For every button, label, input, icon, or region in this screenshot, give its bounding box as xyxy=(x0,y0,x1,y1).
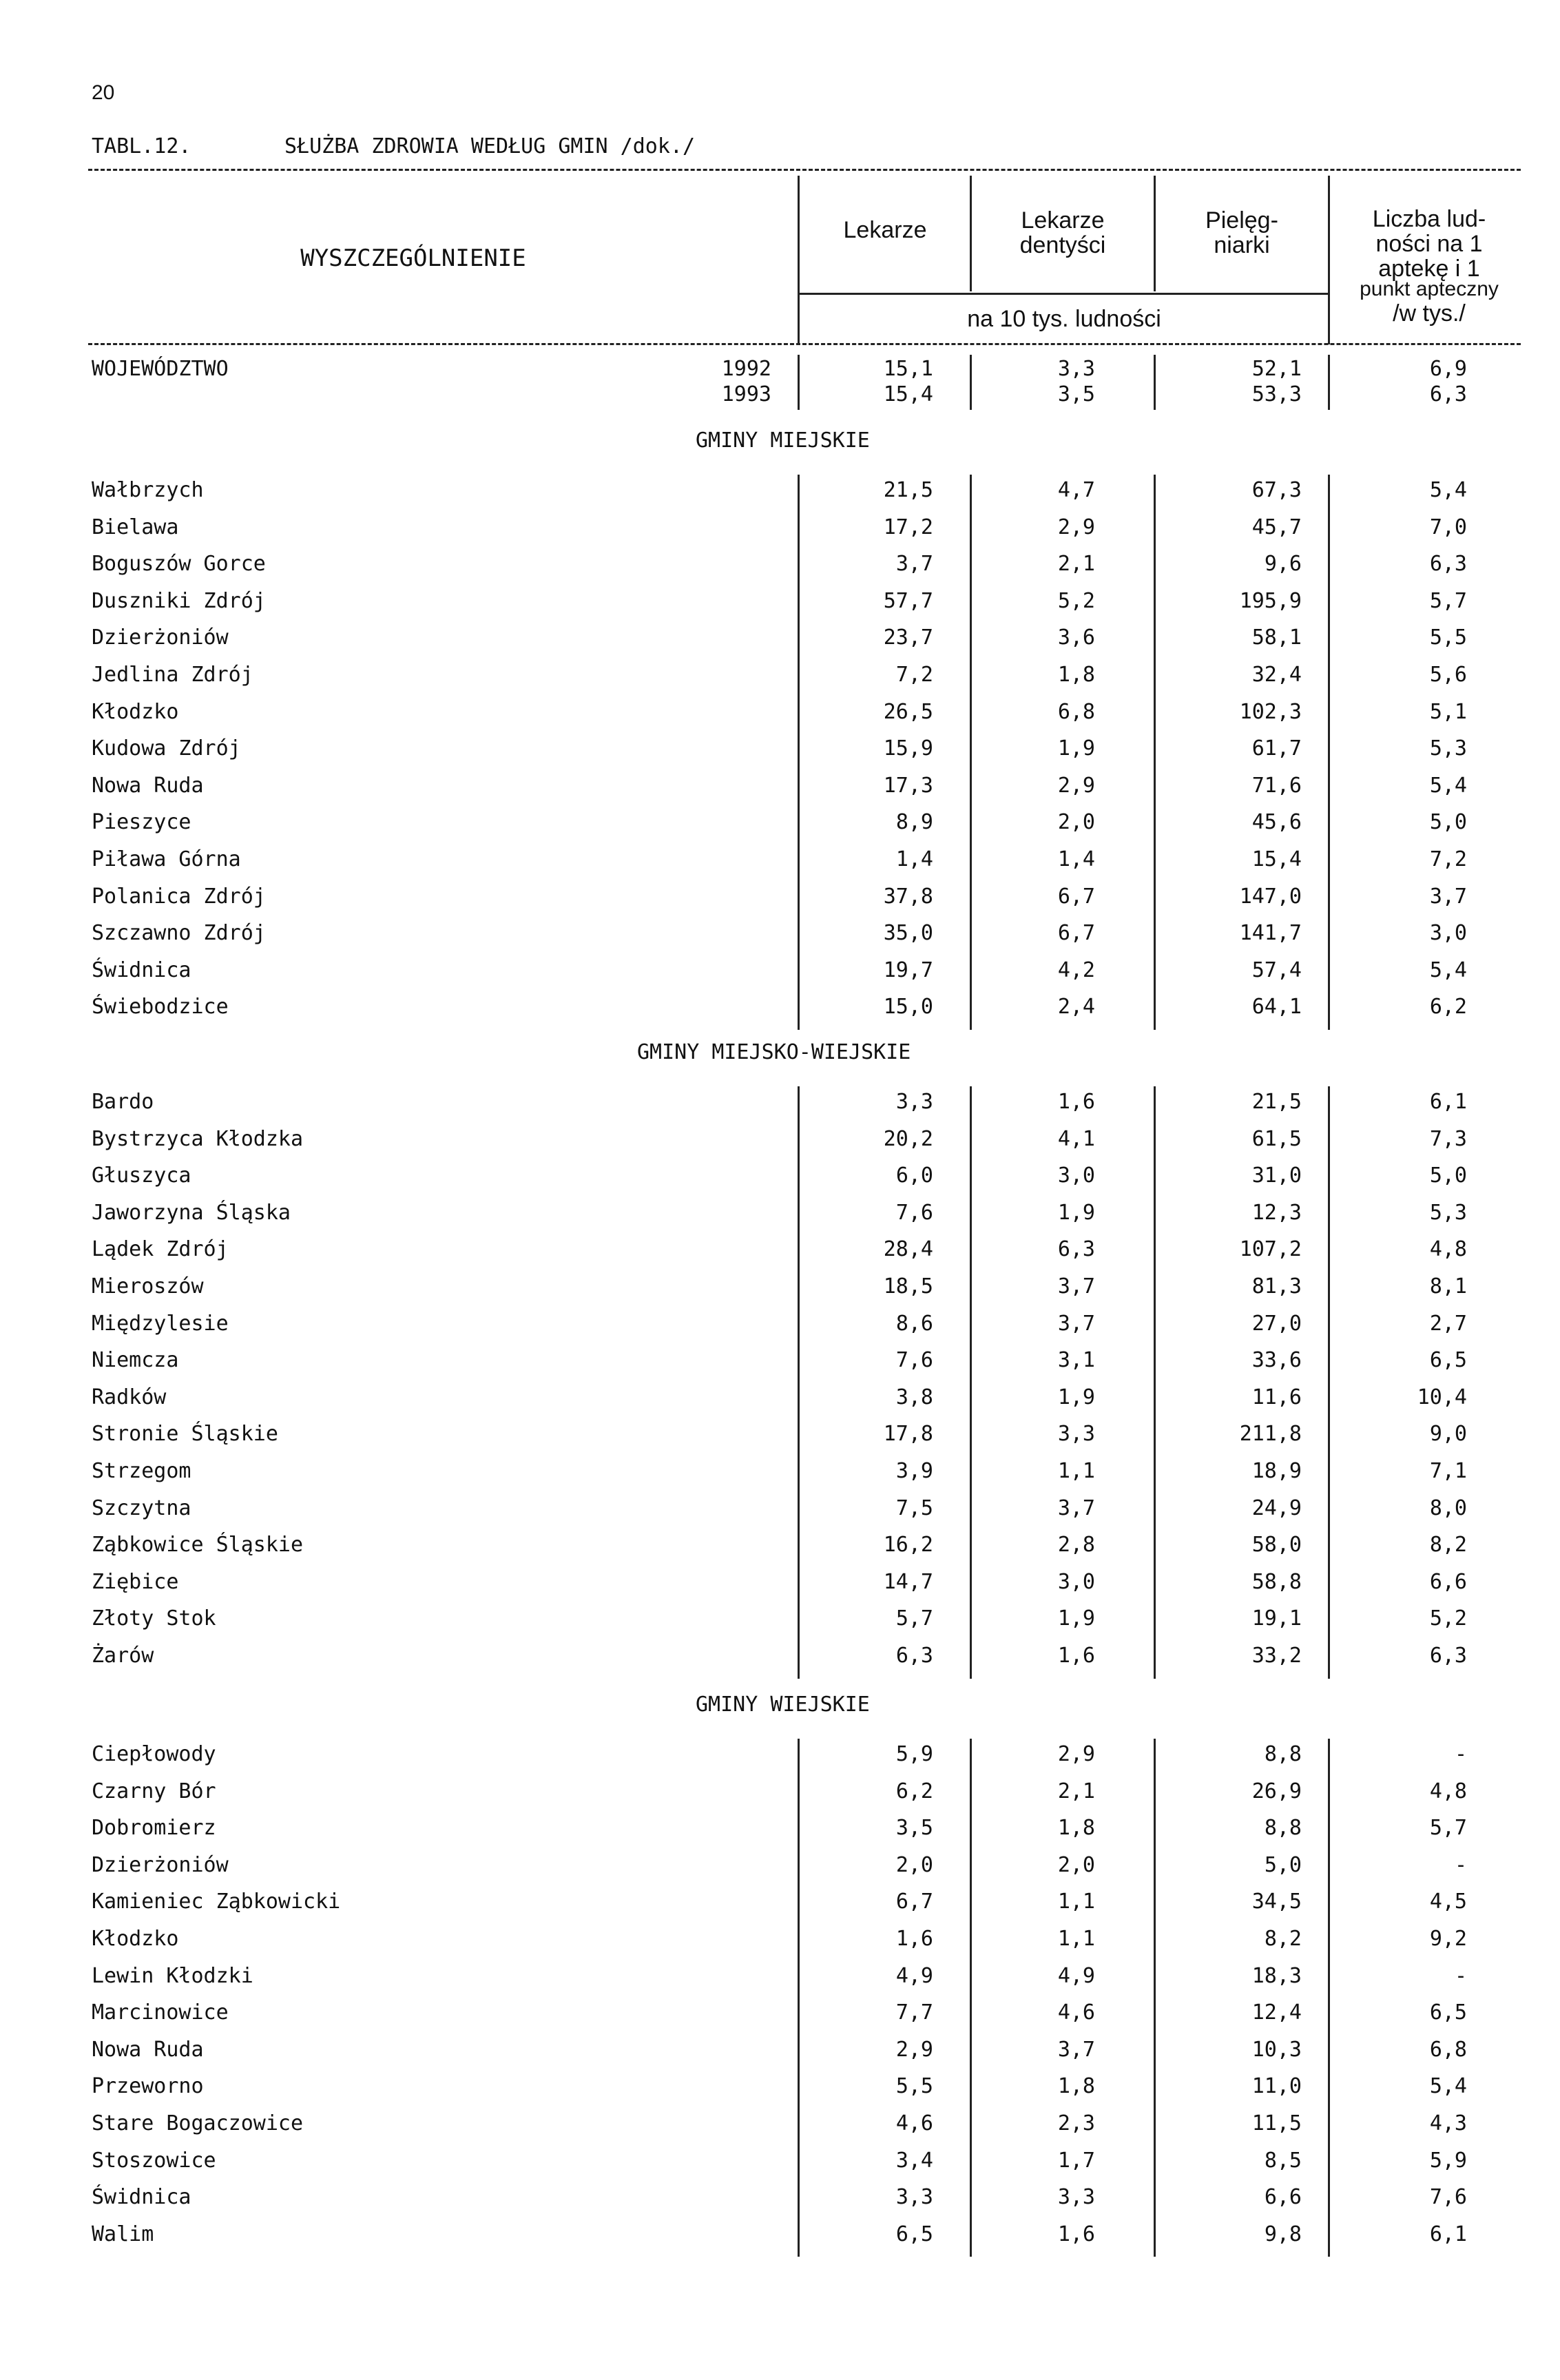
row-name: Kamieniec Ząbkowicki xyxy=(92,1890,341,1914)
section-1-row-4-value-2: 107,2 xyxy=(1239,1237,1302,1261)
section-1-row-13-value-1: 3,0 xyxy=(1057,1570,1095,1594)
row-name: Kłodzko xyxy=(92,1927,179,1951)
section-0-row-6-value-2: 102,3 xyxy=(1239,700,1302,724)
section-1-row-13-value-3: 6,6 xyxy=(1429,1570,1467,1594)
section-1-row-12-value-2: 58,0 xyxy=(1251,1533,1302,1557)
section-0-row-2-value-0: 3,7 xyxy=(895,552,933,576)
row-name: Lewin Kłodzki xyxy=(92,1964,253,1988)
section-2-row-5-value-3: 9,2 xyxy=(1429,1927,1467,1951)
section-1-row-15-value-1: 1,6 xyxy=(1057,1644,1095,1668)
section-0-row-3-value-3: 5,7 xyxy=(1429,589,1467,613)
section-title: GMINY WIEJSKIE xyxy=(696,1693,870,1717)
column-rule xyxy=(1154,475,1156,1030)
row-name: Świdnica xyxy=(92,2185,191,2209)
section-2-row-9-value-3: 5,4 xyxy=(1429,2074,1467,2098)
section-2-row-12-value-2: 6,6 xyxy=(1264,2185,1302,2209)
row-name: Bardo xyxy=(92,1090,154,1114)
row-name: Polanica Zdrój xyxy=(92,884,266,909)
row-name: Ciepłowody xyxy=(92,1742,216,1766)
section-0-row-6-value-3: 5,1 xyxy=(1429,700,1467,724)
section-0-row-2-value-1: 2,1 xyxy=(1057,552,1095,576)
section-1-row-15-value-3: 6,3 xyxy=(1429,1644,1467,1668)
section-2-row-4-value-3: 4,5 xyxy=(1429,1890,1467,1914)
section-2-row-11-value-3: 5,9 xyxy=(1429,2149,1467,2173)
table-title xyxy=(92,134,695,158)
section-1-row-15-value-2: 33,2 xyxy=(1251,1644,1302,1668)
section-2-row-12-value-3: 7,6 xyxy=(1429,2185,1467,2209)
column-rule xyxy=(1154,1739,1156,2257)
row-name: Szczytna xyxy=(92,1496,191,1520)
row-name: Walim xyxy=(92,2222,154,2246)
section-2-row-3-value-3: - xyxy=(1454,1853,1467,1877)
section-2-row-7-value-2: 12,4 xyxy=(1251,2000,1302,2025)
row-name: Mieroszów xyxy=(92,1274,204,1298)
section-0-row-4-value-1: 3,6 xyxy=(1057,625,1095,650)
section-0-row-8-value-0: 17,3 xyxy=(883,774,933,798)
section-0-row-6-value-1: 6,8 xyxy=(1057,700,1095,724)
section-0-row-0-value-3: 5,4 xyxy=(1429,478,1467,502)
row-name: Jedlina Zdrój xyxy=(92,663,253,687)
section-1-row-10-value-0: 3,9 xyxy=(895,1459,933,1483)
section-1-row-7-value-1: 3,1 xyxy=(1057,1348,1095,1372)
section-1-row-11-value-1: 3,7 xyxy=(1057,1496,1095,1520)
row-name: Ząbkowice Śląskie xyxy=(92,1533,304,1557)
section-1-row-9-value-2: 211,8 xyxy=(1239,1422,1302,1446)
row-name: Piława Górna xyxy=(92,847,241,871)
section-1-row-5-value-2: 81,3 xyxy=(1251,1274,1302,1298)
section-0-row-9-value-2: 45,6 xyxy=(1251,810,1302,834)
row-name: Dzierżoniów xyxy=(92,1853,229,1877)
section-2-row-5-value-1: 1,1 xyxy=(1057,1927,1095,1951)
section-1-row-5-value-1: 3,7 xyxy=(1057,1274,1095,1298)
header-liczba-4: punkt apteczny xyxy=(1360,278,1499,300)
section-2-row-8-value-3: 6,8 xyxy=(1429,2038,1467,2062)
row-name: Szczawno Zdrój xyxy=(92,921,266,945)
section-2-row-13-value-2: 9,8 xyxy=(1264,2222,1302,2246)
section-2-row-8-value-0: 2,9 xyxy=(895,2038,933,2062)
wojewodztwo-row-1-value-1: 3,5 xyxy=(1057,382,1095,406)
section-1-row-6-value-1: 3,7 xyxy=(1057,1312,1095,1336)
section-2-row-13-value-0: 6,5 xyxy=(895,2222,933,2246)
section-0-row-11-value-3: 3,7 xyxy=(1429,884,1467,909)
header-divider xyxy=(1154,176,1156,291)
section-0-row-9-value-0: 8,9 xyxy=(895,810,933,834)
row-name: Stare Bogaczowice xyxy=(92,2111,304,2135)
section-1-row-11-value-2: 24,9 xyxy=(1251,1496,1302,1520)
section-0-row-6-value-0: 26,5 xyxy=(883,700,933,724)
section-2-row-1-value-0: 6,2 xyxy=(895,1779,933,1803)
section-0-row-10-value-0: 1,4 xyxy=(895,847,933,871)
wojewodztwo-row-1-value-0: 15,4 xyxy=(883,382,933,406)
section-0-row-11-value-2: 147,0 xyxy=(1239,884,1302,909)
section-2-row-9-value-1: 1,8 xyxy=(1057,2074,1095,2098)
section-1-row-6-value-2: 27,0 xyxy=(1251,1312,1302,1336)
wojewodztwo-row-0-value-3: 6,9 xyxy=(1429,357,1467,381)
section-0-row-10-value-3: 7,2 xyxy=(1429,847,1467,871)
section-1-row-9-value-3: 9,0 xyxy=(1429,1422,1467,1446)
section-0-row-14-value-2: 64,1 xyxy=(1251,995,1302,1019)
section-1-row-7-value-0: 7,6 xyxy=(895,1348,933,1372)
section-0-row-14-value-3: 6,2 xyxy=(1429,995,1467,1019)
row-name: Złoty Stok xyxy=(92,1606,216,1631)
section-2-row-13-value-3: 6,1 xyxy=(1429,2222,1467,2246)
row-name: Strzegom xyxy=(92,1459,191,1483)
section-0-row-13-value-1: 4,2 xyxy=(1057,958,1095,982)
section-0-row-9-value-3: 5,0 xyxy=(1429,810,1467,834)
section-2-row-1-value-1: 2,1 xyxy=(1057,1779,1095,1803)
section-0-row-7-value-1: 1,9 xyxy=(1057,736,1095,760)
section-2-row-1-value-3: 4,8 xyxy=(1429,1779,1467,1803)
section-0-row-2-value-2: 9,6 xyxy=(1264,552,1302,576)
section-2-row-10-value-0: 4,6 xyxy=(895,2111,933,2135)
section-0-row-4-value-0: 23,7 xyxy=(883,625,933,650)
section-0-row-1-value-0: 17,2 xyxy=(883,515,933,539)
header-wyszczegolnienie: WYSZCZEGÓLNIENIE xyxy=(300,245,526,272)
header-top-rule xyxy=(88,169,1521,171)
section-2-row-6-value-2: 18,3 xyxy=(1251,1964,1302,1988)
section-1-row-5-value-3: 8,1 xyxy=(1429,1274,1467,1298)
row-name: Nowa Ruda xyxy=(92,774,204,798)
row-name: Wałbrzych xyxy=(92,478,204,502)
section-1-row-6-value-0: 8,6 xyxy=(895,1312,933,1336)
section-2-row-7-value-3: 6,5 xyxy=(1429,2000,1467,2025)
section-2-row-9-value-0: 5,5 xyxy=(895,2074,933,2098)
section-1-row-9-value-0: 17,8 xyxy=(883,1422,933,1446)
section-0-row-8-value-3: 5,4 xyxy=(1429,774,1467,798)
row-name: Jaworzyna Śląska xyxy=(92,1201,291,1225)
section-1-row-12-value-3: 8,2 xyxy=(1429,1533,1467,1557)
section-1-row-1-value-2: 61,5 xyxy=(1251,1127,1302,1151)
section-2-row-3-value-0: 2,0 xyxy=(895,1853,933,1877)
section-2-row-5-value-0: 1,6 xyxy=(895,1927,933,1951)
section-2-row-5-value-2: 8,2 xyxy=(1264,1927,1302,1951)
section-2-row-10-value-3: 4,3 xyxy=(1429,2111,1467,2135)
row-name: Świebodzice xyxy=(92,995,229,1019)
header-liczba-5: /w tys./ xyxy=(1393,300,1466,327)
row-name: Nowa Ruda xyxy=(92,2038,204,2062)
section-1-row-3-value-0: 7,6 xyxy=(895,1201,933,1225)
section-2-row-4-value-2: 34,5 xyxy=(1251,1890,1302,1914)
section-2-row-3-value-1: 2,0 xyxy=(1057,1853,1095,1877)
section-0-row-1-value-2: 45,7 xyxy=(1251,515,1302,539)
section-2-row-6-value-1: 4,9 xyxy=(1057,1964,1095,1988)
row-name: Kłodzko xyxy=(92,700,179,724)
section-2-row-1-value-2: 26,9 xyxy=(1251,1779,1302,1803)
section-0-row-13-value-2: 57,4 xyxy=(1251,958,1302,982)
section-1-row-2-value-2: 31,0 xyxy=(1251,1163,1302,1188)
section-2-row-2-value-1: 1,8 xyxy=(1057,1816,1095,1840)
section-1-row-0-value-1: 1,6 xyxy=(1057,1090,1095,1114)
section-1-row-3-value-3: 5,3 xyxy=(1429,1201,1467,1225)
section-1-row-14-value-3: 5,2 xyxy=(1429,1606,1467,1631)
wojewodztwo-row-0-value-1: 3,3 xyxy=(1057,357,1095,381)
section-1-row-2-value-0: 6,0 xyxy=(895,1163,933,1188)
table-label: TABL.12. xyxy=(92,134,191,158)
section-2-row-0-value-1: 2,9 xyxy=(1057,1742,1095,1766)
header-liczba-3: aptekę i 1 xyxy=(1378,256,1480,282)
column-rule xyxy=(1154,1086,1156,1679)
header-bottom-rule xyxy=(88,343,1521,345)
section-1-row-2-value-1: 3,0 xyxy=(1057,1163,1095,1188)
row-name: Międzylesie xyxy=(92,1312,229,1336)
section-1-row-0-value-3: 6,1 xyxy=(1429,1090,1467,1114)
header-dentysci-1: Lekarze xyxy=(1021,207,1105,234)
section-0-row-14-value-1: 2,4 xyxy=(1057,995,1095,1019)
section-0-row-0-value-1: 4,7 xyxy=(1057,478,1095,502)
section-2-row-2-value-0: 3,5 xyxy=(895,1816,933,1840)
row-name: Radków xyxy=(92,1385,167,1409)
wojewodztwo-row-0-value-0: 15,1 xyxy=(883,357,933,381)
section-1-row-11-value-3: 8,0 xyxy=(1429,1496,1467,1520)
section-1-row-14-value-0: 5,7 xyxy=(895,1606,933,1631)
section-title: GMINY MIEJSKO-WIEJSKIE xyxy=(637,1040,911,1064)
row-name: Bystrzyca Kłodzka xyxy=(92,1127,304,1151)
section-2-row-6-value-0: 4,9 xyxy=(895,1964,933,1988)
wojewodztwo-label: WOJEWÓDZTWO xyxy=(92,357,229,381)
section-0-row-1-value-3: 7,0 xyxy=(1429,515,1467,539)
section-0-row-7-value-3: 5,3 xyxy=(1429,736,1467,760)
header-pielegniarki-2: niarki xyxy=(1214,232,1270,258)
section-0-row-5-value-0: 7,2 xyxy=(895,663,933,687)
row-name: Dzierżoniów xyxy=(92,625,229,650)
header-liczba-2: ności na 1 xyxy=(1375,231,1483,257)
section-2-row-0-value-0: 5,9 xyxy=(895,1742,933,1766)
row-name: Stronie Śląskie xyxy=(92,1422,278,1446)
section-2-row-0-value-2: 8,8 xyxy=(1264,1742,1302,1766)
section-1-row-4-value-0: 28,4 xyxy=(883,1237,933,1261)
row-name: Dobromierz xyxy=(92,1816,216,1840)
section-0-row-4-value-2: 58,1 xyxy=(1251,625,1302,650)
section-1-row-12-value-1: 2,8 xyxy=(1057,1533,1095,1557)
section-0-row-1-value-1: 2,9 xyxy=(1057,515,1095,539)
row-name: Czarny Bór xyxy=(92,1779,216,1803)
section-0-row-14-value-0: 15,0 xyxy=(883,995,933,1019)
wojewodztwo-row-1-value-2: 53,3 xyxy=(1251,382,1302,406)
section-1-row-8-value-2: 11,6 xyxy=(1251,1385,1302,1409)
section-1-row-8-value-1: 1,9 xyxy=(1057,1385,1095,1409)
header-pielegniarki-1: Pielęg- xyxy=(1205,207,1278,234)
section-2-row-2-value-2: 8,8 xyxy=(1264,1816,1302,1840)
section-0-row-8-value-2: 71,6 xyxy=(1251,774,1302,798)
row-name: Stoszowice xyxy=(92,2149,216,2173)
section-0-row-7-value-0: 15,9 xyxy=(883,736,933,760)
section-1-row-10-value-3: 7,1 xyxy=(1429,1459,1467,1483)
section-0-row-10-value-1: 1,4 xyxy=(1057,847,1095,871)
section-1-row-13-value-2: 58,8 xyxy=(1251,1570,1302,1594)
row-name: Kudowa Zdrój xyxy=(92,736,241,760)
section-2-row-12-value-1: 3,3 xyxy=(1057,2185,1095,2209)
header-lekarze: Lekarze xyxy=(843,217,927,243)
row-name: Ziębice xyxy=(92,1570,179,1594)
row-name: Głuszyca xyxy=(92,1163,191,1188)
section-1-row-0-value-0: 3,3 xyxy=(895,1090,933,1114)
section-0-row-3-value-2: 195,9 xyxy=(1239,589,1302,613)
section-2-row-6-value-3: - xyxy=(1454,1964,1467,1988)
section-2-row-10-value-1: 2,3 xyxy=(1057,2111,1095,2135)
section-0-row-13-value-3: 5,4 xyxy=(1429,958,1467,982)
section-1-row-1-value-3: 7,3 xyxy=(1429,1127,1467,1151)
section-0-row-2-value-3: 6,3 xyxy=(1429,552,1467,576)
row-name: Lądek Zdrój xyxy=(92,1237,229,1261)
row-name: Boguszów Gorce xyxy=(92,552,266,576)
table-title-text: SŁUŻBA ZDROWIA WEDŁUG GMIN /dok./ xyxy=(284,134,696,158)
header-liczba-1: Liczba lud- xyxy=(1372,206,1486,232)
section-0-row-11-value-1: 6,7 xyxy=(1057,884,1095,909)
section-2-row-4-value-1: 1,1 xyxy=(1057,1890,1095,1914)
section-2-row-11-value-2: 8,5 xyxy=(1264,2149,1302,2173)
section-1-row-7-value-2: 33,6 xyxy=(1251,1348,1302,1372)
row-name: Pieszyce xyxy=(92,810,191,834)
section-title: GMINY MIEJSKIE xyxy=(696,428,870,453)
column-rule xyxy=(798,355,800,410)
wojewodztwo-row-1-value-3: 6,3 xyxy=(1429,382,1467,406)
row-name: Bielawa xyxy=(92,515,179,539)
section-0-row-9-value-1: 2,0 xyxy=(1057,810,1095,834)
section-1-row-8-value-0: 3,8 xyxy=(895,1385,933,1409)
section-0-row-3-value-0: 57,7 xyxy=(883,589,933,613)
wojewodztwo-year: 1992 xyxy=(721,357,771,381)
page-number: 20 xyxy=(92,81,115,104)
section-1-row-0-value-2: 21,5 xyxy=(1251,1090,1302,1114)
header-divider xyxy=(798,176,800,344)
section-1-row-1-value-1: 4,1 xyxy=(1057,1127,1095,1151)
section-2-row-3-value-2: 5,0 xyxy=(1264,1853,1302,1877)
section-1-row-14-value-2: 19,1 xyxy=(1251,1606,1302,1631)
section-1-row-10-value-1: 1,1 xyxy=(1057,1459,1095,1483)
column-rule xyxy=(1328,355,1330,410)
section-2-row-8-value-1: 3,7 xyxy=(1057,2038,1095,2062)
header-per-population: na 10 tys. ludności xyxy=(967,306,1161,332)
section-0-row-5-value-1: 1,8 xyxy=(1057,663,1095,687)
section-1-row-13-value-0: 14,7 xyxy=(883,1570,933,1594)
section-1-row-4-value-1: 6,3 xyxy=(1057,1237,1095,1261)
header-divider xyxy=(970,176,972,291)
section-0-row-12-value-2: 141,7 xyxy=(1239,921,1302,945)
section-1-row-8-value-3: 10,4 xyxy=(1417,1385,1467,1409)
section-0-row-5-value-3: 5,6 xyxy=(1429,663,1467,687)
section-0-row-13-value-0: 19,7 xyxy=(883,958,933,982)
section-1-row-10-value-2: 18,9 xyxy=(1251,1459,1302,1483)
section-1-row-12-value-0: 16,2 xyxy=(883,1533,933,1557)
section-0-row-0-value-2: 67,3 xyxy=(1251,478,1302,502)
section-0-row-3-value-1: 5,2 xyxy=(1057,589,1095,613)
section-0-row-12-value-3: 3,0 xyxy=(1429,921,1467,945)
section-1-row-15-value-0: 6,3 xyxy=(895,1644,933,1668)
section-0-row-12-value-1: 6,7 xyxy=(1057,921,1095,945)
section-1-row-1-value-0: 20,2 xyxy=(883,1127,933,1151)
wojewodztwo-year: 1993 xyxy=(721,382,771,406)
row-name: Duszniki Zdrój xyxy=(92,589,266,613)
section-1-row-9-value-1: 3,3 xyxy=(1057,1422,1095,1446)
section-0-row-7-value-2: 61,7 xyxy=(1251,736,1302,760)
section-0-row-5-value-2: 32,4 xyxy=(1251,663,1302,687)
row-name: Świdnica xyxy=(92,958,191,982)
section-0-row-12-value-0: 35,0 xyxy=(883,921,933,945)
section-1-row-14-value-1: 1,9 xyxy=(1057,1606,1095,1631)
section-2-row-7-value-0: 7,7 xyxy=(895,2000,933,2025)
wojewodztwo-row-0-value-2: 52,1 xyxy=(1251,357,1302,381)
section-1-row-2-value-3: 5,0 xyxy=(1429,1163,1467,1188)
section-2-row-13-value-1: 1,6 xyxy=(1057,2222,1095,2246)
section-2-row-2-value-3: 5,7 xyxy=(1429,1816,1467,1840)
row-name: Przeworno xyxy=(92,2074,204,2098)
row-name: Żarów xyxy=(92,1644,154,1668)
section-1-row-3-value-1: 1,9 xyxy=(1057,1201,1095,1225)
section-1-row-3-value-2: 12,3 xyxy=(1251,1201,1302,1225)
section-2-row-7-value-1: 4,6 xyxy=(1057,2000,1095,2025)
header-dentysci-2: dentyści xyxy=(1019,232,1106,258)
section-1-row-6-value-3: 2,7 xyxy=(1429,1312,1467,1336)
section-2-row-10-value-2: 11,5 xyxy=(1251,2111,1302,2135)
section-0-row-8-value-1: 2,9 xyxy=(1057,774,1095,798)
header-sub-rule xyxy=(798,293,1328,295)
section-1-row-5-value-0: 18,5 xyxy=(883,1274,933,1298)
section-0-row-11-value-0: 37,8 xyxy=(883,884,933,909)
row-name: Niemcza xyxy=(92,1348,179,1372)
section-1-row-7-value-3: 6,5 xyxy=(1429,1348,1467,1372)
section-0-row-0-value-0: 21,5 xyxy=(883,478,933,502)
column-rule xyxy=(970,355,972,410)
section-2-row-12-value-0: 3,3 xyxy=(895,2185,933,2209)
section-2-row-0-value-3: - xyxy=(1454,1742,1467,1766)
row-name: Marcinowice xyxy=(92,2000,229,2025)
header-divider xyxy=(1328,176,1330,344)
section-2-row-9-value-2: 11,0 xyxy=(1251,2074,1302,2098)
section-0-row-10-value-2: 15,4 xyxy=(1251,847,1302,871)
section-0-row-4-value-3: 5,5 xyxy=(1429,625,1467,650)
section-2-row-11-value-1: 1,7 xyxy=(1057,2149,1095,2173)
column-rule xyxy=(1154,355,1156,410)
section-2-row-4-value-0: 6,7 xyxy=(895,1890,933,1914)
section-1-row-11-value-0: 7,5 xyxy=(895,1496,933,1520)
section-2-row-8-value-2: 10,3 xyxy=(1251,2038,1302,2062)
section-2-row-11-value-0: 3,4 xyxy=(895,2149,933,2173)
section-1-row-4-value-3: 4,8 xyxy=(1429,1237,1467,1261)
